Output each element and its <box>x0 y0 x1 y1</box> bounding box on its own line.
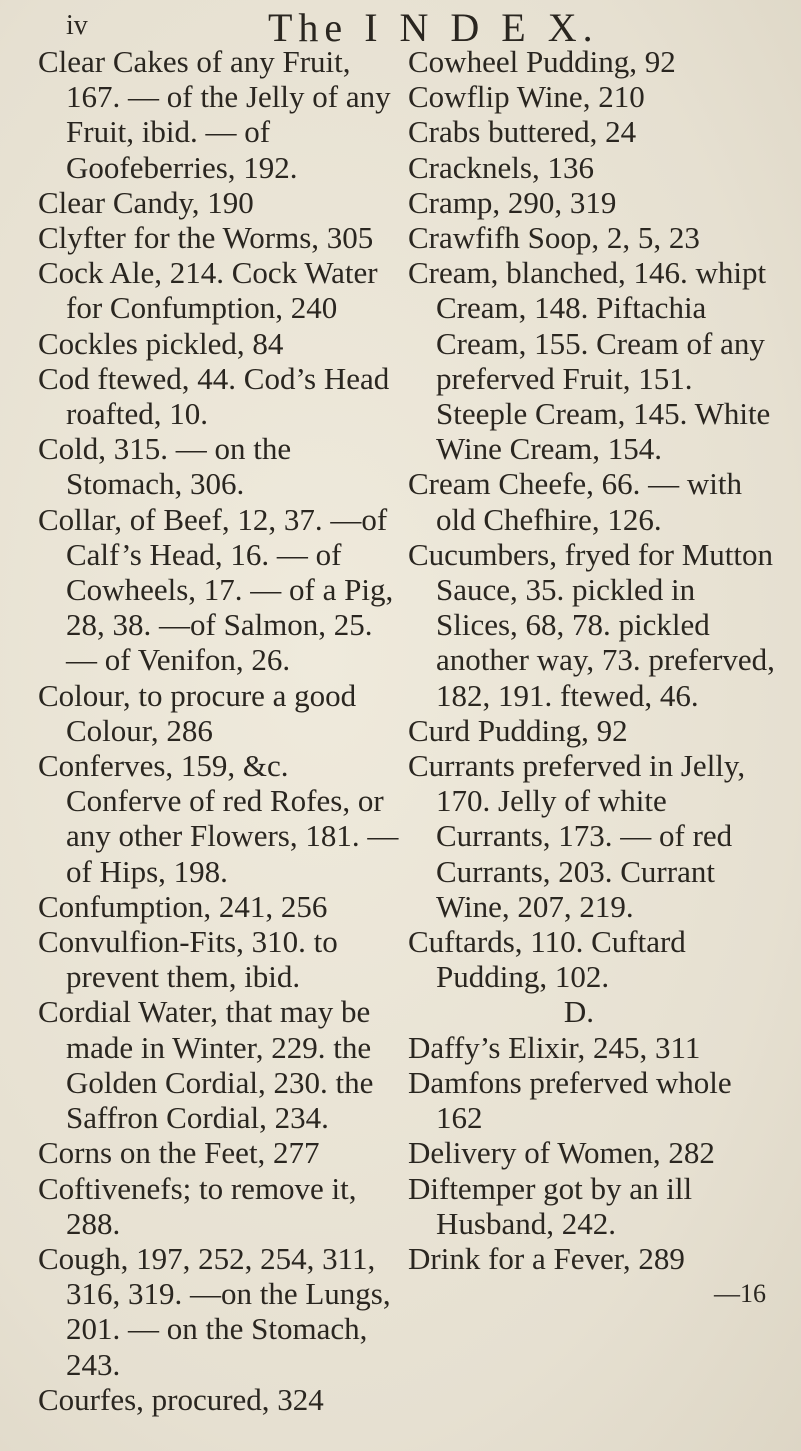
index-entry: Currants preferved in Jelly, 170. Jelly of white Currants, 173. — of red Currants, 203. Currant Wine, 207, 219. <box>408 748 746 924</box>
index-entry: Cuftards, 110. Cuftard Pudding, 102. <box>408 924 686 995</box>
page-header <box>0 4 801 48</box>
left-column <box>38 44 408 1417</box>
index-entry: Collar, of Beef, 12, 37. —of Calf’s Head, 16. — of Cowheels, 17. — of a Pig, 28, 38. —of Salmon, 25. — of Venifon, 26. <box>38 501 394 678</box>
index-entry: Crawfifh Soop, 2, 5, 23 <box>408 220 700 256</box>
index-entry: Confumption, 241, 256 <box>38 888 328 924</box>
page-title: The I N D E X. <box>268 5 599 50</box>
index-entry: Cockles pickled, 84 <box>38 325 284 361</box>
index-entry: Crabs buttered, 24 <box>408 114 637 150</box>
index-entry: Clyfter for the Worms, 305 <box>38 220 374 256</box>
index-entry: Cucumbers, fryed for Mutton Sauce, 35. pickled in Slices, 68, 78. pickled another way, 73. preferved, 182, 191. ftewed, 46. <box>408 536 775 713</box>
index-entry: Colour, to procure a good Colour, 286 <box>38 677 357 748</box>
index-entry: Damfons preferved whole 162 <box>408 1064 732 1136</box>
section-letter: D. <box>563 994 595 1030</box>
index-entry: Curd Pudding, 92 <box>408 712 628 748</box>
right-column <box>408 44 780 1311</box>
index-entry: Cracknels, 136 <box>408 149 594 185</box>
index-entry: Cold, 315. — on the Stomach, 306. <box>38 431 292 502</box>
index-entry: Cramp, 290, 319 <box>408 184 617 220</box>
index-entry: Cod ftewed, 44. Cod’s Head roafted, 10. <box>38 360 390 432</box>
index-entry: Conferves, 159, &c. Conferve of red Rofes, or any other Flowers, 181. —of Hips, 198. <box>38 748 399 889</box>
index-entry: Clear Candy, 190 <box>38 184 254 220</box>
index-entry: Diftemper got by an ill Husband, 242. <box>408 1170 693 1241</box>
index-entry: Clear Cakes of any Fruit, 167. — of the Jelly of any Fruit, ibid. — of Goofeberries, 192. <box>38 44 391 185</box>
page-number: iv <box>66 10 88 41</box>
index-entry: Cream, blanched, 146. whipt Cream, 148. Piftachia Cream, 155. Cream of any preferved Fruit, 151. Steeple Cream, 145. White Wine Cream, 154. <box>408 255 771 467</box>
index-entry: Courfes, procured, 324 <box>38 1381 324 1417</box>
index-entry: Cowheel Pudding, 92 <box>408 44 676 79</box>
index-entry: Corns on the Feet, 277 <box>38 1135 320 1171</box>
catchword: —16 <box>714 1279 766 1309</box>
index-entry: Convulfion-Fits, 310. to prevent them, ibid. <box>38 924 338 995</box>
index-entry: Cock Ale, 214. Cock Water for Confumption, 240 <box>38 255 378 326</box>
index-entry: Cream Cheefe, 66. — with old Chefhire, 126. <box>408 466 743 537</box>
index-entry: Cough, 197, 252, 254, 311, 316, 319. —on the Lungs, 201. — on the Stomach, 243. <box>38 1240 391 1382</box>
index-entry: Drink for a Fever, 289 <box>408 1240 685 1276</box>
index-entry: Daffy’s Elixir, 245, 311 <box>408 1029 701 1065</box>
index-entry: Cordial Water, that may be made in Winter, 229. the Golden Cordial, 230. the Saffron Cordial, 234. <box>38 994 374 1136</box>
index-entry: Cowflip Wine, 210 <box>408 79 645 115</box>
index-entry: Delivery of Women, 282 <box>408 1135 715 1171</box>
index-entry: Coftivenefs; to remove it, 288. <box>38 1170 357 1241</box>
